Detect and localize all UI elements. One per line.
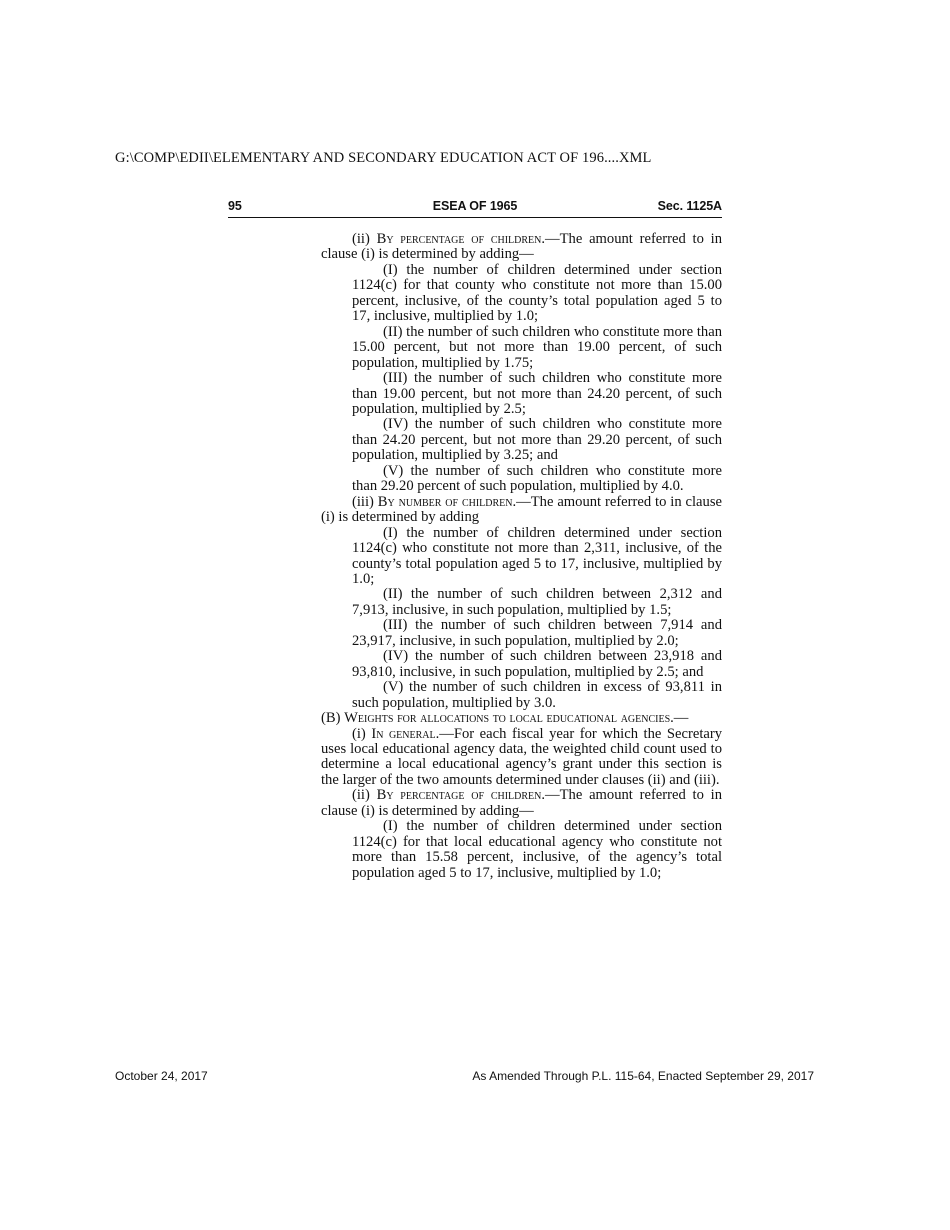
subclause: (V) the number of such children who constitute more than 29.20 percent of such population, multiplied by 4.0. (352, 462, 722, 495)
subclause: (III) the number of such children between 7,914 and 23,917, inclusive, in such population, multiplied by 2.0; (352, 617, 722, 649)
clause-ii-lea (321, 788, 722, 819)
subclause: (IV) the number of such children between 23,918 and 93,810, inclusive, in such population, multiplied by 2.5; and (352, 648, 722, 680)
subparagraph-b (290, 711, 722, 726)
subclause: (II) the number of such children between 2,312 and 7,913, inclusive, in such population, multiplied by 1.5; (352, 586, 722, 618)
clause-text: .—For each fiscal year for which the Secretary uses local educational agency data, the weighted child count used to determine a local educational agency’s grant under this section is the larger of the two amounts determined under clauses (ii) and (iii). (321, 725, 723, 788)
footer-date: October 24, 2017 (115, 1069, 208, 1083)
subclause: (II) the number of such children who constitute more than 15.00 percent, but not more than 19.00 percent, of such population, multiplied by 1.75; (352, 323, 722, 371)
clause-label: (iii) (352, 493, 378, 510)
clause-label: (i) (352, 725, 372, 742)
subclause: (IV) the number of such children who constitute more than 24.20 percent, but not more than 29.20 percent, of such population, multiplied by 3.25; and (352, 416, 722, 464)
clause-iii-county (321, 495, 722, 526)
statute-text (290, 232, 722, 881)
subclause: (I) the number of children determined under section 1124(c) for that local educational agency who constitute not more than 15.58 percent, inclusive, of the agency’s total population aged 5 to 17, inclusive, multiplied by 1.0; (352, 818, 722, 881)
clause-heading: By percentage of children (376, 231, 542, 247)
clause-text: .—The amount referred to in clause (i) is determined by adding— (321, 787, 722, 819)
file-path: G:\COMP\EDII\ELEMENTARY AND SECONDARY EDUCATION ACT OF 196....XML (115, 150, 652, 166)
clause-label: (ii) (352, 787, 377, 804)
clause-text: .—The amount referred to in clause (i) is determined by adding (321, 493, 722, 526)
subparagraph-text: .— (670, 710, 689, 727)
clause-label: (ii) (352, 231, 377, 247)
subclause: (V) the number of such children in excess of 93,811 in such population, multiplied by 3.0. (352, 679, 722, 711)
clause-text: .—The amount referred to in clause (i) is determined by adding— (321, 231, 722, 263)
clause-ii-county (321, 232, 722, 263)
clause-heading: By percentage of children (376, 787, 542, 804)
clause-i-lea (321, 727, 722, 789)
running-head (228, 199, 722, 218)
subclause: (I) the number of children determined under section 1124(c) for that county who constitute not more than 15.00 percent, inclusive, of the county’s total population aged 5 to 17, inclusive, multiplied by 1.0; (352, 261, 722, 325)
subclause: (III) the number of such children who constitute more than 19.00 percent, but not more than 24.20 percent, of such population, multiplied by 2.5; (352, 370, 722, 417)
act-title: ESEA OF 1965 (432, 199, 518, 213)
clause-heading: In general (371, 725, 436, 742)
footer-amended-note: As Amended Through P.L. 115-64, Enacted September 29, 2017 (472, 1069, 814, 1083)
subparagraph-heading: Weights for allocations to local educational agencies (344, 710, 671, 727)
page-number: 95 (228, 199, 242, 213)
clause-heading: By number of children (377, 493, 513, 510)
subclause: (I) the number of children determined under section 1124(c) who constitute not more than 2,311, inclusive, of the county’s total population aged 5 to 17, inclusive, multiplied by 1.0; (352, 524, 722, 587)
subparagraph-label: (B) (321, 710, 345, 727)
section-number: Sec. 1125A (657, 199, 722, 213)
